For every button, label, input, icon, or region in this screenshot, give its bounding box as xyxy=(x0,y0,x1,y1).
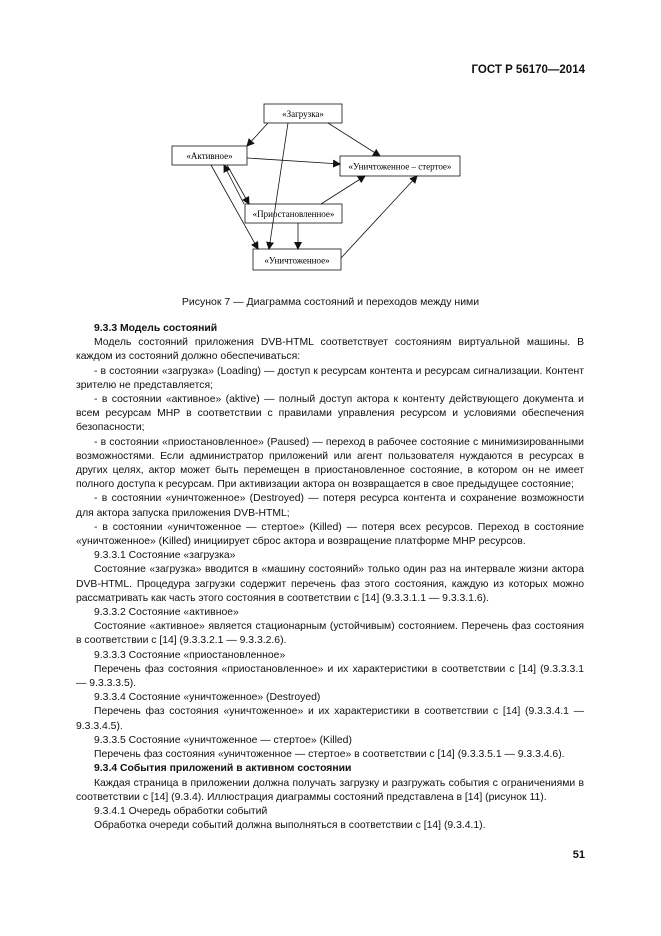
transition-paused-killed xyxy=(321,176,365,204)
transition-destroyed-killed xyxy=(341,176,417,258)
subsection-heading-9-3-3-1: 9.3.3.1 Состояние «загрузка» xyxy=(94,550,236,562)
paragraph: - в состоянии «загрузка» (Loading) — доступ к ресурсам контента и ресурсам сигнализации. Контент зрителю не представляется; xyxy=(76,365,584,391)
page-number: 51 xyxy=(572,849,585,861)
paragraph: - в состоянии «уничтоженное — стертое» (Killed) — потеря всех ресурсов. Переход в состояние «уничтоженное» (Killed) инициирует сброс актора и возвращение платформе МНР ресурсов. xyxy=(76,521,584,548)
state-label-paused: «Приостановленное» xyxy=(252,209,335,219)
paragraph: Состояние «загрузка» вводится в «машину состояний» только один раз на интервале жизни актора DVB-HTML. Процедура загрузки содержит перечень фаз этого состояния, каждую из которых можно рассматривать как часть этого состояния в соответствии с [14] (9.3.3.1.1 — 9.3.3.1.6). xyxy=(76,564,584,604)
subsection-heading-9-3-3-5: 9.3.3.5 Состояние «уничтоженное — стертое» (Killed) xyxy=(94,734,352,746)
figure-caption: Рисунок 7 — Диаграмма состояний и переходов между ними xyxy=(181,296,480,308)
transition-active-killed xyxy=(247,158,340,164)
subsection-heading-9-3-4-1: 9.3.4.1 Очередь обработки событий xyxy=(94,805,268,817)
paragraph: Состояние «активное» является стационарным (устойчивым) состоянием. Перечень фаз состояния в соответствии с [14] (9.3.3.2.1 — 9.3.3.2.6). xyxy=(76,621,584,647)
subsection-heading-9-3-3-3: 9.3.3.3 Состояние «приостановленное» xyxy=(94,649,286,661)
transition-loading-killed xyxy=(328,123,380,156)
section-heading-9-3-4: 9.3.4 События приложений в активном состоянии xyxy=(94,763,352,775)
subsection-heading-9-3-3-2: 9.3.3.2 Состояние «активное» xyxy=(94,607,239,619)
state-label-active: «Активное» xyxy=(186,151,233,161)
paragraph: Перечень фаз состояния «уничтоженное — стертое» в соответствии с [14] (9.3.3.5.1 — 9.3.3.4.6). xyxy=(94,749,565,761)
paragraph: - в состоянии «уничтоженное» (Destroyed) — потеря ресурса контента и сохранение возможности для актора запуска приложения DVB-HTML; xyxy=(76,493,584,519)
paragraph: Каждая страница в приложении должна получать загрузку и разгружать события с ограничениями в соответствии с [14] (9.3.4). Иллюстрация диаграммы состояний представлена в [14] (рисунок 11). xyxy=(76,777,584,803)
paragraph: - в состоянии «активное» (aktive) — полный доступ актора к контенту действующего документа и всем ресурсам МНР в соответствии с правилами управления ресурсом и условиями обеспечения безопасности; xyxy=(76,394,584,434)
subsection-heading-9-3-3-4: 9.3.3.4 Состояние «уничтоженное» (Destroyed) xyxy=(94,692,321,704)
document-body xyxy=(76,322,584,833)
state-label-loading: «Загрузка» xyxy=(282,109,324,119)
paragraph: Обработка очереди событий должна выполняться в соответствии с [14] (9.3.4.1). xyxy=(94,820,486,832)
paragraph: Перечень фаз состояния «уничтоженное» и их характеристики в соответствии с [14] (9.3.3.4.1 — 9.3.3.4.5). xyxy=(76,706,584,732)
transition-active-paused xyxy=(227,165,249,204)
state-label-killed: «Уничтоженное – стертое» xyxy=(348,161,452,172)
transition-loading-active xyxy=(247,123,268,146)
document-header: ГОСТ Р 56170—2014 xyxy=(471,64,585,76)
state-diagram xyxy=(165,100,465,280)
section-heading-9-3-3: 9.3.3 Модель состояний xyxy=(94,323,218,334)
paragraph: Модель состояний приложения DVB-HTML соответствует состояниям виртуальной машины. В каждом из состояний должно обеспечиваться: xyxy=(76,337,584,363)
transition-loading-destroyed xyxy=(269,123,288,249)
transition-paused-active xyxy=(224,165,244,204)
paragraph: Перечень фаз состояния «приостановленное» и их характеристики в соответствии с [14] (9.3.3.3.1 — 9.3.3.3.5). xyxy=(76,663,584,690)
state-label-destroyed: «Уничтоженное» xyxy=(264,255,330,266)
paragraph: - в состоянии «приостановленное» (Paused) — переход в рабочее состояние с минимизированными возможностями. Если администратор приложений или агент пользователя нуждаются в ресурсах в других целях, актор может быть перемещен в приостановленное состояние, в котором он не имеет полного доступа к ресурсам. При активизации актора он возвращается в свое предыдущее состояние; xyxy=(76,436,584,491)
